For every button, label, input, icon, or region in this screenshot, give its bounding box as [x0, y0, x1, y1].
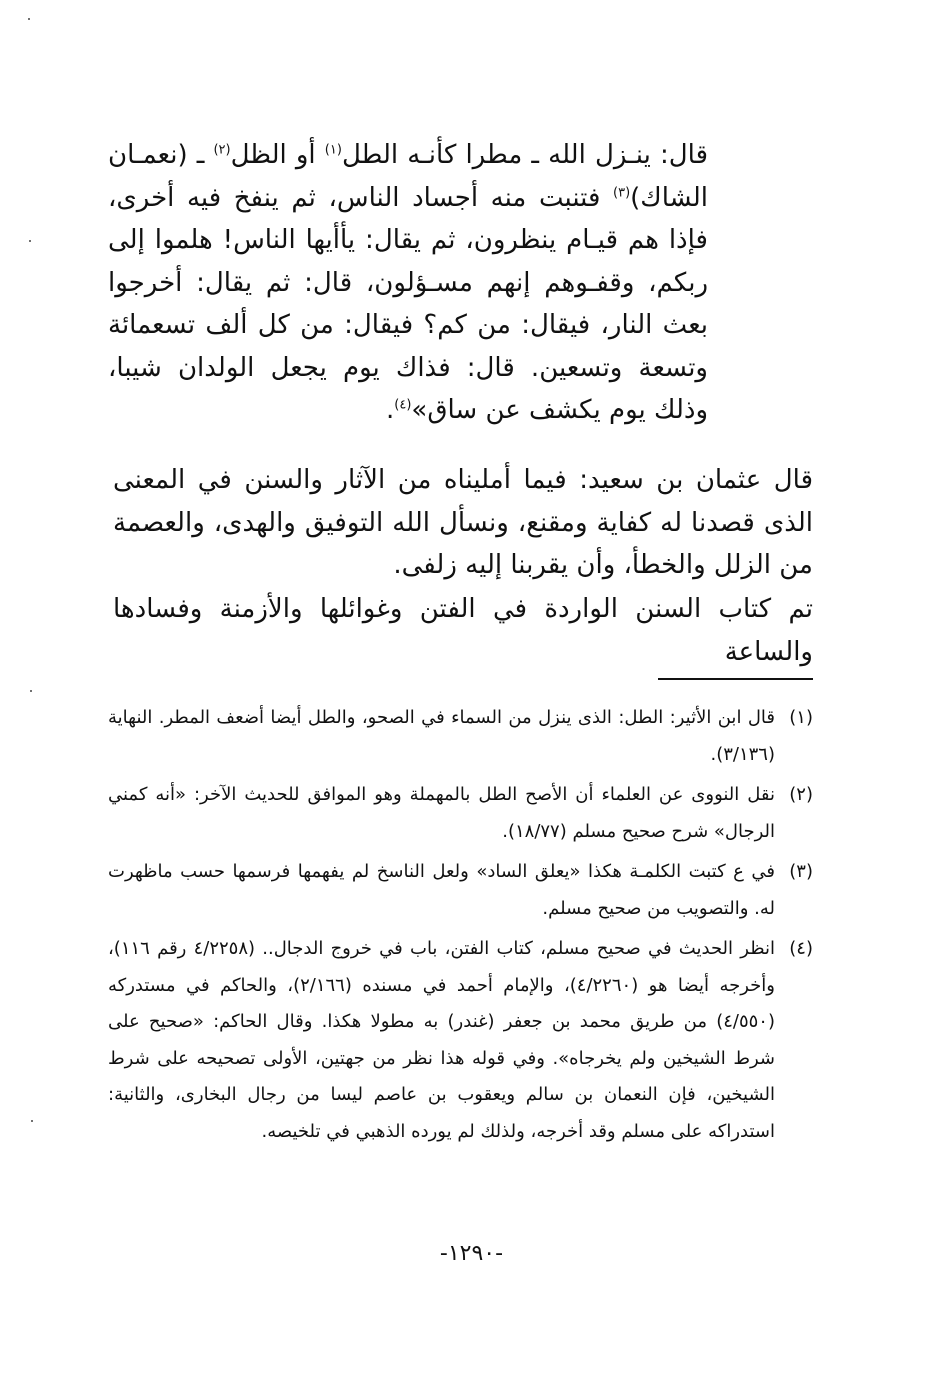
footnote-text: انظر الحديث في صحيح مسلم، كتاب الفتن، باب في خروج الدجال.. (٤/٢٢٥٨ رقم ١١٦)، وأخرجه أيضا هو (٤/٢٢٦٠)، والإمام أحمد في مسنده (٢/١٦٦)، والحاكم في مستدركه (٤/٥٥٠) من طريق محمد بن جعفر (غندر) به مطولا هكذا. وقال الحاكم: «صحيح على شرط الشيخين ولم يخرجاه». وفي قوله هذا نظر من جهتين، الأولى تصحيحه على شرط الشيخين، فإن النعمان بن سالم ويعقوب بن عاصم ليسا من رجال البخارى، والثانية: استدراكه على مسلم وقد أخرجه، ولذلك لم يورده الذهبي في تلخيصه. [108, 938, 775, 1142]
footnote-ref-3[interactable]: (٣) [613, 184, 631, 200]
footnote-text: قال ابن الأثير: الطل: الذى ينزل من السماء في الصحو، والطل أيضا أضعف المطر. النهاية (٣/١٣٦). [108, 707, 775, 765]
footnote-item [108, 777, 813, 850]
footnote-number: (٢) [789, 784, 813, 805]
footnote-text: في ع كتبت الكلمـة هكذا «يعلق الساد» ولعل الناسخ لم يفهمها فرسمها حسب ماظهرت له. والتصويب من صحيح مسلم. [108, 861, 775, 919]
footnote-text: نقل النووى عن العلماء أن الأصح الطل بالمهملة وهو الموافق للحديث الآخر: «أنه كمني الرجال» شرح صحيح مسلم (١٨/٧٧). [108, 784, 775, 842]
scan-speck [28, 18, 30, 20]
quote-text-5: . [386, 395, 395, 425]
footnote-number: (٣) [789, 861, 813, 882]
footnote-item [108, 931, 813, 1150]
hadith-quote [108, 134, 708, 432]
quote-text-4: فتنبت منه أجساد الناس، ثم ينفخ فيه أخرى، فإذا هم قيـام ينظرون، ثم يقال: يأأيها الناس! هلموا إلى ربكم، وقفـوهم إنهم مسـؤلون، قال: ثم يقال: أخرجوا بعث النار، فيقال: من كم؟ فيقال: من كل ألف تسعمائة وتسعة وتسعين. قال: فذاك يوم يجعل الولدان شيبا، وذلك يوم يكشف عن ساق» [108, 182, 708, 425]
page-number: -١٢٩٠- [439, 1241, 504, 1266]
scan-speck [30, 690, 32, 692]
quote-text-1: قال: ينـزل الله ـ مطرا كأنـه الطل [341, 140, 708, 170]
footnote-ref-1[interactable]: (١) [324, 142, 342, 158]
book-end-paragraph: تم كتاب السنن الواردة في الفتن وغوائلها والأزمنة وفسادها والساعة [113, 594, 813, 667]
footnote-ref-4[interactable]: (٤) [394, 397, 412, 413]
quote-text-3: ـ (نعمـان الشاك) [108, 140, 708, 213]
footnote-separator [658, 678, 813, 680]
closing-paragraph: قال عثمان بن سعيد: فيما أمليناه من الآثار والسنن في المعنى الذى قصدنا له كفاية ومقنع، ونسأل الله التوفيق والهدى، والعصمة من الزلل والخطأ، وأن يقربنا إليه زلفى. [113, 465, 813, 580]
footnote-item [108, 854, 813, 927]
scan-speck [31, 1120, 33, 1122]
footnote-number: (٤) [789, 938, 813, 959]
footnote-item [108, 700, 813, 773]
footnote-ref-2[interactable]: (٢) [213, 142, 231, 158]
footnote-number: (١) [789, 707, 813, 728]
quote-text-2: أو الظل [230, 140, 316, 170]
footnotes [108, 700, 813, 1154]
scan-speck [29, 240, 31, 242]
